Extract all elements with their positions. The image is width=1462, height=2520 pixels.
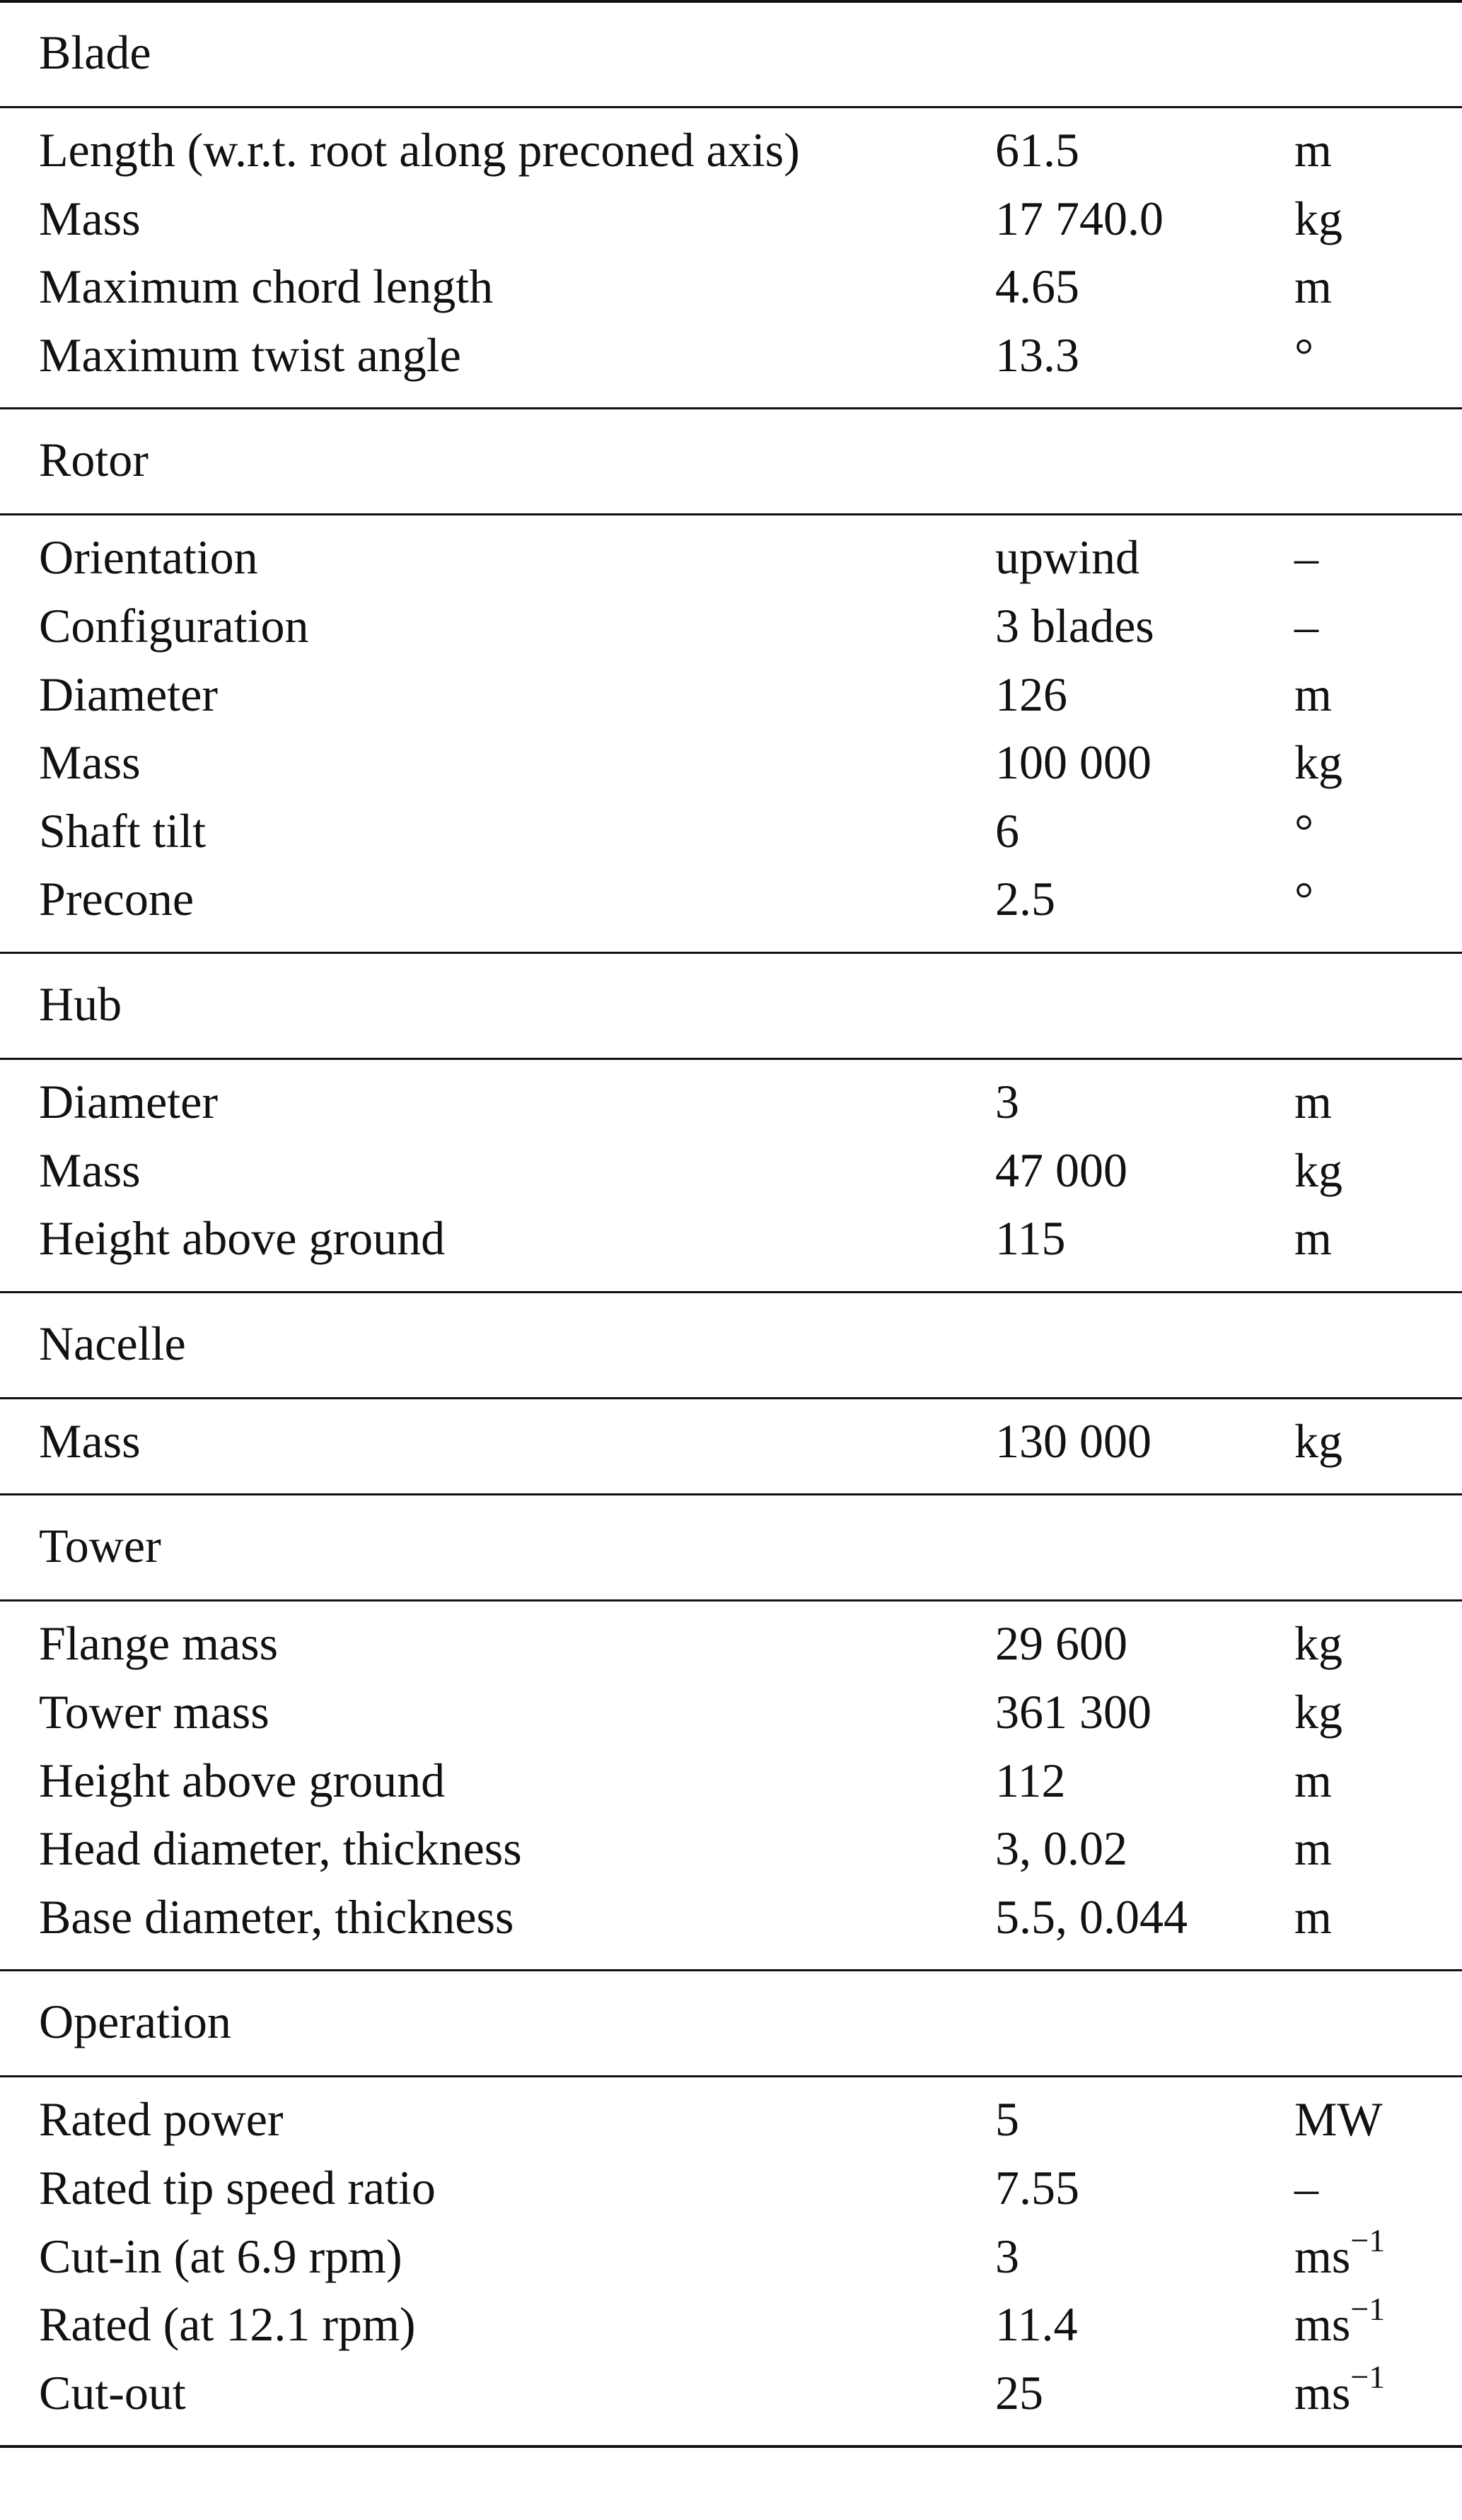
table-top-rule [0, 0, 1462, 3]
parameter-value: 5 [995, 2092, 1019, 2147]
parameter-unit [1294, 2290, 1385, 2358]
section-rule [0, 1058, 1462, 1060]
parameter-name: Diameter [39, 1075, 218, 1128]
parameter-unit [1294, 321, 1313, 389]
parameter-value: 3 blades [995, 599, 1154, 653]
section-heading: Rotor [39, 433, 149, 487]
parameter-unit [1294, 2154, 1318, 2222]
unit-symbol: MW [1294, 2092, 1383, 2147]
parameter-unit [1294, 185, 1342, 252]
parameter-name: Precone [39, 872, 195, 926]
section-heading: Operation [39, 1995, 231, 2049]
unit-exponent: −1 [1350, 2290, 1386, 2327]
parameter-unit [1294, 252, 1332, 320]
parameter-unit [1294, 1814, 1332, 1882]
parameter-name: Cut-out [39, 2365, 186, 2420]
parameter-name: Mass [39, 191, 141, 245]
parameter-name: Orientation [39, 530, 258, 585]
parameter-value: 100 000 [995, 735, 1151, 790]
unit-symbol: m [1294, 1821, 1332, 1876]
unit-symbol: kg [1294, 735, 1342, 790]
parameter-value: 7.55 [995, 2161, 1079, 2215]
parameter-name: Tower mass [39, 1685, 269, 1739]
parameter-unit [1294, 1204, 1332, 1272]
parameter-name: Head diameter, thickness [39, 1821, 522, 1876]
parameter-unit [1294, 2222, 1385, 2290]
parameter-value: 25 [995, 2365, 1043, 2420]
parameter-value: 361 300 [995, 1685, 1151, 1739]
parameter-unit [1294, 1746, 1332, 1814]
unit-symbol: m [1294, 1889, 1332, 1944]
unit-symbol: ° [1294, 803, 1314, 858]
parameter-unit [1294, 523, 1318, 591]
parameter-value: 5.5, 0.044 [995, 1889, 1188, 1944]
section-rule [0, 1599, 1462, 1602]
parameter-value: 4.65 [995, 259, 1079, 314]
section-rule [0, 1969, 1462, 1971]
parameter-unit [1294, 1609, 1342, 1677]
parameter-value: 115 [995, 1211, 1066, 1266]
unit-symbol: m [1294, 259, 1332, 314]
section-rule [0, 106, 1462, 108]
unit-symbol: m [1294, 1211, 1332, 1266]
parameter-unit [1294, 1407, 1342, 1475]
parameter-unit [1294, 797, 1313, 865]
unit-symbol: kg [1294, 1413, 1342, 1468]
parameter-value: 3 [995, 1075, 1019, 1128]
unit-symbol: – [1294, 599, 1318, 653]
parameter-value: 130 000 [995, 1413, 1151, 1468]
parameter-name: Mass [39, 1143, 141, 1197]
parameter-unit [1294, 592, 1318, 660]
unit-symbol: m [1294, 1753, 1332, 1807]
unit-symbol: ms [1294, 2365, 1351, 2420]
unit-symbol: kg [1294, 191, 1342, 245]
parameter-value: 3, 0.02 [995, 1821, 1127, 1876]
section-rule [0, 407, 1462, 409]
section-rule [0, 513, 1462, 515]
parameter-unit [1294, 728, 1342, 796]
parameter-unit [1294, 1136, 1342, 1204]
unit-symbol: ° [1294, 872, 1314, 926]
parameter-value: upwind [995, 530, 1139, 585]
parameter-name: Length (w.r.t. root along preconed axis) [39, 123, 800, 177]
section-heading: Tower [39, 1519, 161, 1573]
unit-symbol: – [1294, 530, 1318, 585]
section-heading: Blade [39, 25, 151, 79]
parameter-name: Cut-in (at 6.9 rpm) [39, 2229, 402, 2283]
parameter-name: Flange mass [39, 1616, 279, 1671]
parameter-unit [1294, 1883, 1332, 1951]
unit-symbol: kg [1294, 1685, 1342, 1739]
parameter-value: 61.5 [995, 123, 1079, 177]
parameter-value: 112 [995, 1753, 1066, 1807]
parameter-value: 3 [995, 2229, 1019, 2283]
unit-symbol: m [1294, 123, 1332, 177]
parameter-unit [1294, 1068, 1332, 1136]
section-rule [0, 1291, 1462, 1293]
section-rule [0, 952, 1462, 954]
unit-exponent: −1 [1350, 2359, 1386, 2396]
unit-symbol: kg [1294, 1143, 1342, 1197]
parameter-value: 2.5 [995, 872, 1055, 926]
parameter-unit [1294, 116, 1332, 184]
parameter-name: Diameter [39, 667, 218, 721]
parameter-name: Height above ground [39, 1753, 446, 1807]
parameter-value: 6 [995, 803, 1019, 858]
parameter-name: Rated power [39, 2092, 284, 2147]
parameter-value: 47 000 [995, 1143, 1127, 1197]
parameter-unit [1294, 2359, 1385, 2427]
section-rule [0, 2075, 1462, 2077]
parameter-name: Maximum twist angle [39, 327, 461, 382]
unit-exponent: −1 [1350, 2222, 1386, 2258]
parameter-unit [1294, 660, 1332, 728]
parameter-value: 17 740.0 [995, 191, 1164, 245]
parameter-name: Rated tip speed ratio [39, 2161, 436, 2215]
parameter-value: 126 [995, 667, 1067, 721]
parameter-name: Shaft tilt [39, 803, 207, 858]
unit-symbol: ms [1294, 2297, 1351, 2352]
unit-symbol: kg [1294, 1616, 1342, 1671]
parameter-value: 29 600 [995, 1616, 1127, 1671]
section-rule [0, 1493, 1462, 1495]
section-heading: Nacelle [39, 1316, 186, 1370]
unit-symbol: – [1294, 2161, 1318, 2215]
parameter-value: 11.4 [995, 2297, 1078, 2352]
parameter-name: Mass [39, 1413, 141, 1468]
unit-symbol: m [1294, 1075, 1332, 1128]
parameter-value: 13.3 [995, 327, 1079, 382]
parameter-unit [1294, 865, 1313, 933]
parameter-name: Rated (at 12.1 rpm) [39, 2297, 416, 2352]
parameter-name: Configuration [39, 599, 309, 653]
parameter-name: Maximum chord length [39, 259, 494, 314]
unit-symbol: ms [1294, 2229, 1351, 2283]
section-rule [0, 1397, 1462, 1399]
unit-symbol: m [1294, 667, 1332, 721]
parameter-unit [1294, 2085, 1383, 2153]
parameter-name: Height above ground [39, 1211, 446, 1266]
unit-symbol: ° [1294, 327, 1314, 382]
section-heading: Hub [39, 977, 122, 1031]
parameter-name: Mass [39, 735, 141, 790]
table-bottom-rule [0, 2445, 1462, 2448]
parameter-name: Base diameter, thickness [39, 1889, 514, 1944]
parameter-unit [1294, 1678, 1342, 1746]
